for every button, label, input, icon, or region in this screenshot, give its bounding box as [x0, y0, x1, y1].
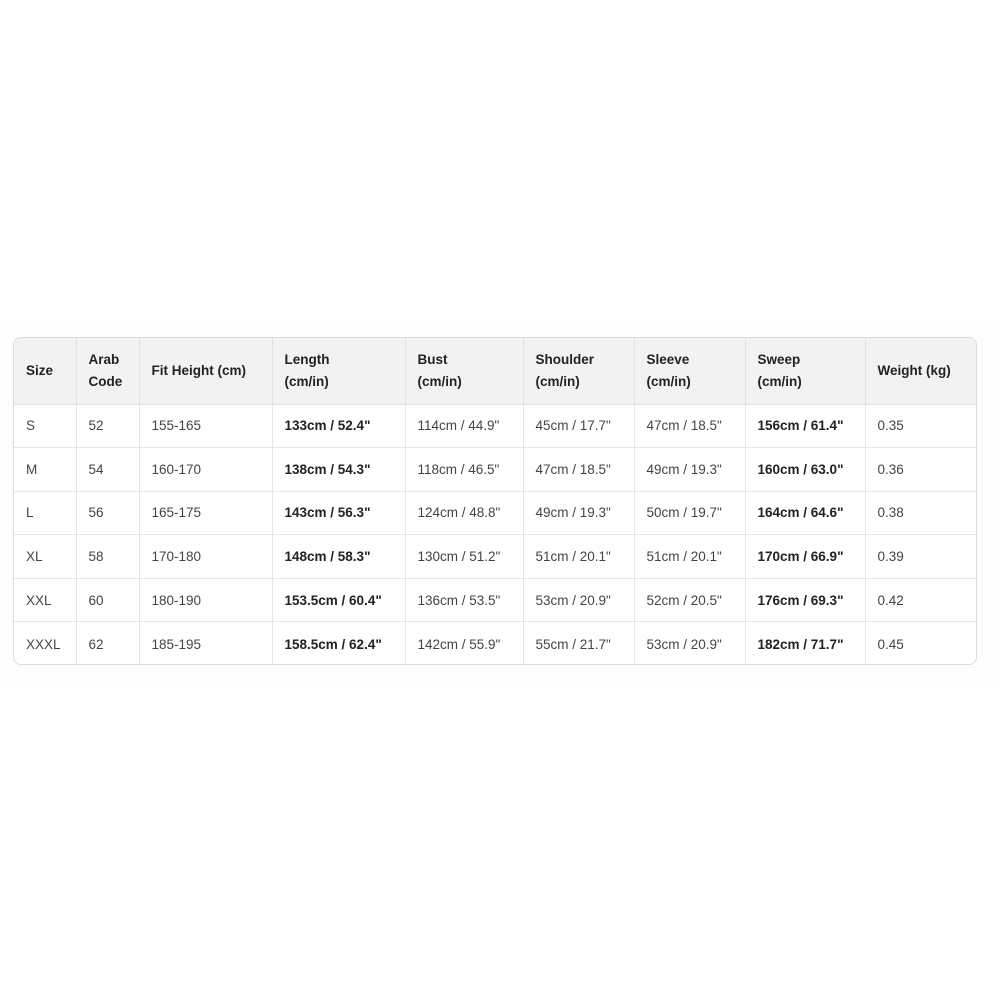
- table-row: [14, 535, 976, 579]
- cell-weight: 0.35: [865, 404, 976, 448]
- size-chart-table: [14, 338, 976, 665]
- cell-sweep: 156cm / 61.4": [745, 404, 865, 448]
- cell-shoulder: 51cm / 20.1": [523, 535, 634, 579]
- cell-bust: 142cm / 55.9": [405, 622, 523, 665]
- header-size: Size: [14, 338, 76, 404]
- table-row: [14, 578, 976, 622]
- cell-bust: 130cm / 51.2": [405, 535, 523, 579]
- cell-bust: 136cm / 53.5": [405, 578, 523, 622]
- cell-length: 133cm / 52.4": [272, 404, 405, 448]
- cell-weight: 0.39: [865, 535, 976, 579]
- header-shoulder: Shoulder (cm/in): [523, 338, 634, 404]
- header-weight: Weight (kg): [865, 338, 976, 404]
- cell-size: S: [14, 404, 76, 448]
- cell-sweep: 170cm / 66.9": [745, 535, 865, 579]
- cell-shoulder: 53cm / 20.9": [523, 578, 634, 622]
- cell-arab-code: 56: [76, 491, 139, 535]
- cell-length: 148cm / 58.3": [272, 535, 405, 579]
- header-bust: Bust (cm/in): [405, 338, 523, 404]
- cell-size: L: [14, 491, 76, 535]
- cell-sleeve: 49cm / 19.3": [634, 448, 745, 492]
- cell-length: 143cm / 56.3": [272, 491, 405, 535]
- header-sweep: Sweep (cm/in): [745, 338, 865, 404]
- cell-arab-code: 52: [76, 404, 139, 448]
- cell-length: 138cm / 54.3": [272, 448, 405, 492]
- cell-sweep: 164cm / 64.6": [745, 491, 865, 535]
- cell-sleeve: 51cm / 20.1": [634, 535, 745, 579]
- cell-weight: 0.42: [865, 578, 976, 622]
- cell-fit-height: 160-170: [139, 448, 272, 492]
- cell-size: XXL: [14, 578, 76, 622]
- cell-sleeve: 52cm / 20.5": [634, 578, 745, 622]
- cell-length: 158.5cm / 62.4": [272, 622, 405, 665]
- cell-arab-code: 58: [76, 535, 139, 579]
- header-sleeve: Sleeve (cm/in): [634, 338, 745, 404]
- table-header: [14, 338, 976, 404]
- cell-weight: 0.36: [865, 448, 976, 492]
- cell-sleeve: 47cm / 18.5": [634, 404, 745, 448]
- cell-arab-code: 62: [76, 622, 139, 665]
- header-row: [14, 338, 976, 404]
- header-length: Length (cm/in): [272, 338, 405, 404]
- cell-weight: 0.38: [865, 491, 976, 535]
- table-body: [14, 404, 976, 665]
- cell-arab-code: 54: [76, 448, 139, 492]
- cell-sleeve: 50cm / 19.7": [634, 491, 745, 535]
- cell-shoulder: 47cm / 18.5": [523, 448, 634, 492]
- cell-size: XL: [14, 535, 76, 579]
- cell-sweep: 176cm / 69.3": [745, 578, 865, 622]
- cell-bust: 118cm / 46.5": [405, 448, 523, 492]
- table-row: [14, 448, 976, 492]
- cell-size: M: [14, 448, 76, 492]
- table-row: [14, 404, 976, 448]
- header-arab-code: Arab Code: [76, 338, 139, 404]
- cell-fit-height: 165-175: [139, 491, 272, 535]
- header-fit-height: Fit Height (cm): [139, 338, 272, 404]
- cell-sleeve: 53cm / 20.9": [634, 622, 745, 665]
- cell-length: 153.5cm / 60.4": [272, 578, 405, 622]
- cell-arab-code: 60: [76, 578, 139, 622]
- cell-fit-height: 155-165: [139, 404, 272, 448]
- cell-sweep: 160cm / 63.0": [745, 448, 865, 492]
- cell-shoulder: 55cm / 21.7": [523, 622, 634, 665]
- size-chart-card: [13, 337, 977, 665]
- table-row: [14, 491, 976, 535]
- cell-shoulder: 45cm / 17.7": [523, 404, 634, 448]
- table-row: [14, 622, 976, 665]
- cell-size: XXXL: [14, 622, 76, 665]
- cell-sweep: 182cm / 71.7": [745, 622, 865, 665]
- cell-weight: 0.45: [877, 636, 904, 652]
- cell-shoulder: 49cm / 19.3": [523, 491, 634, 535]
- cell-fit-height: 180-190: [139, 578, 272, 622]
- cell-bust: 124cm / 48.8": [405, 491, 523, 535]
- cell-fit-height: 185-195: [139, 622, 272, 665]
- cell-bust: 114cm / 44.9": [405, 404, 523, 448]
- cell-fit-height: 170-180: [139, 535, 272, 579]
